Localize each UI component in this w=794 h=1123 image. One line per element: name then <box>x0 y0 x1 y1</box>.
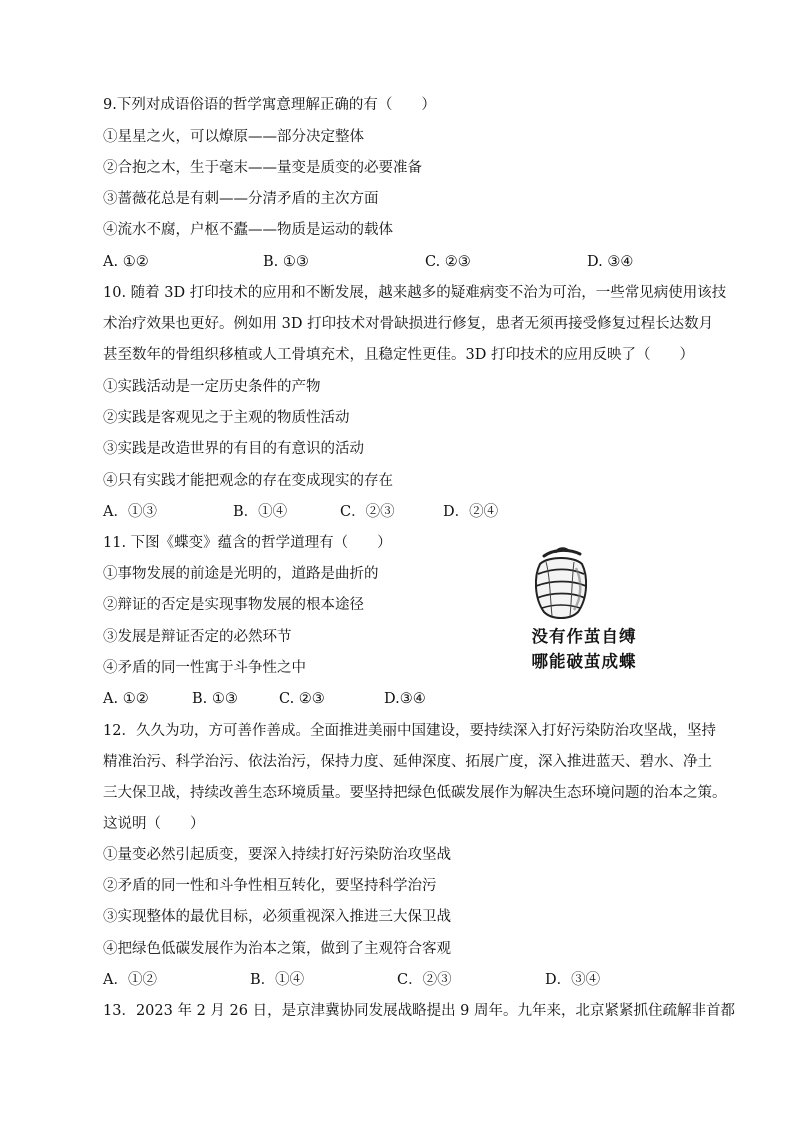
q10-option-a: A．①③ <box>103 504 157 520</box>
q10-item-4: ④只有实践才能把观念的存在变成现实的存在 <box>103 473 393 489</box>
q10-item-1: ①实践活动是一定历史条件的产物 <box>103 379 321 395</box>
q12-stem-line-2: 精准治污、科学治污、依法治污，保持力度、延伸深度、拓展广度，深入推进蓝天、碧水、净土 <box>103 754 712 770</box>
q12-stem-line-1: 12．久久为功，方可善作善成。全面推进美丽中国建设，要持续深入打好污染防治攻坚战，坚持 <box>103 723 716 739</box>
q10-item-2: ②实践是客观见之于主观的物质性活动 <box>103 410 350 426</box>
q12-option-c: C．②③ <box>397 972 452 988</box>
q9-stem: 9.下列对成语俗语的哲学寓意理解正确的有（ ） <box>103 97 436 113</box>
q12-item-3: ③实现整体的最优目标，必须重视深入推进三大保卫战 <box>103 909 451 925</box>
q11-option-b: B. ①③ <box>192 691 238 707</box>
q11-option-c: C. ②③ <box>279 691 325 707</box>
q12-item-2: ②矛盾的同一性和斗争性相互转化，要坚持科学治污 <box>103 878 437 894</box>
q11-item-2: ②辩证的否定是实现事物发展的根本途径 <box>103 597 364 613</box>
q9-item-2: ②合抱之木，生于毫末——量变是质变的必要准备 <box>103 160 422 176</box>
q9-option-a: A. ①② <box>103 254 149 270</box>
q9-option-c: C. ②③ <box>425 254 471 270</box>
q10-option-c: C．②③ <box>340 504 395 520</box>
image-caption-line-2: 哪能破茧成蝶 <box>531 652 637 671</box>
q10-stem-line-3: 甚至数年的骨组织移植或人工骨填充术，且稳定性更佳。3D 打印技术的应用反映了（ ） <box>103 347 694 363</box>
q10-option-d: D．②④ <box>443 504 499 520</box>
cocoon-illustration <box>528 546 594 622</box>
q11-stem: 11. 下图《蝶变》蕴含的哲学道理有（ ） <box>103 535 392 551</box>
q9-item-3: ③蔷薇花总是有刺——分清矛盾的主次方面 <box>103 191 379 207</box>
q11-option-a: A. ①② <box>103 691 149 707</box>
q12-item-4: ④把绿色低碳发展作为治本之策，做到了主观符合客观 <box>103 941 451 957</box>
q10-stem-line-2: 术治疗效果也更好。例如用 3D 打印技术对骨缺损进行修复，患者无须再接受修复过程长达数月 <box>103 316 714 332</box>
q13-stem-line-1: 13．2023 年 2 月 26 日，是京津冀协同发展战略提出 9 周年。九年来，北京紧紧抓住疏解非首都 <box>103 1003 736 1019</box>
q12-option-a: A．①② <box>103 972 157 988</box>
q11-item-1: ①事物发展的前途是光明的，道路是曲折的 <box>103 566 379 582</box>
q9-option-b: B. ①③ <box>263 254 309 270</box>
q12-stem-line-3: 三大保卫战，持续改善生态环境质量。要坚持把绿色低碳发展作为解决生态环境问题的治本之策。 <box>103 785 727 801</box>
image-caption-line-1: 没有作茧自缚 <box>531 627 637 646</box>
q10-option-b: B．①④ <box>233 504 288 520</box>
q9-option-d: D. ③④ <box>587 254 634 270</box>
q11-item-3: ③发展是辩证否定的必然环节 <box>103 629 292 645</box>
q10-item-3: ③实践是改造世界的有目的有意识的活动 <box>103 441 364 457</box>
q11-item-4: ④矛盾的同一性寓于斗争性之中 <box>103 660 306 676</box>
q12-stem-line-4: 这说明（ ） <box>103 816 205 832</box>
q11-option-d: D.③④ <box>384 691 426 707</box>
q12-item-1: ①量变必然引起质变，要深入持续打好污染防治攻坚战 <box>103 847 451 863</box>
q9-item-1: ①星星之火，可以燎原——部分决定整体 <box>103 129 364 145</box>
q10-stem-line-1: 10. 随着 3D 打印技术的应用和不断发展，越来越多的疑难病变不治为可治，一些常见病使用该技 <box>103 285 727 301</box>
q12-option-d: D．③④ <box>545 972 601 988</box>
q12-option-b: B．①④ <box>250 972 305 988</box>
q9-item-4: ④流水不腐，户枢不蠹——物质是运动的载体 <box>103 222 393 238</box>
